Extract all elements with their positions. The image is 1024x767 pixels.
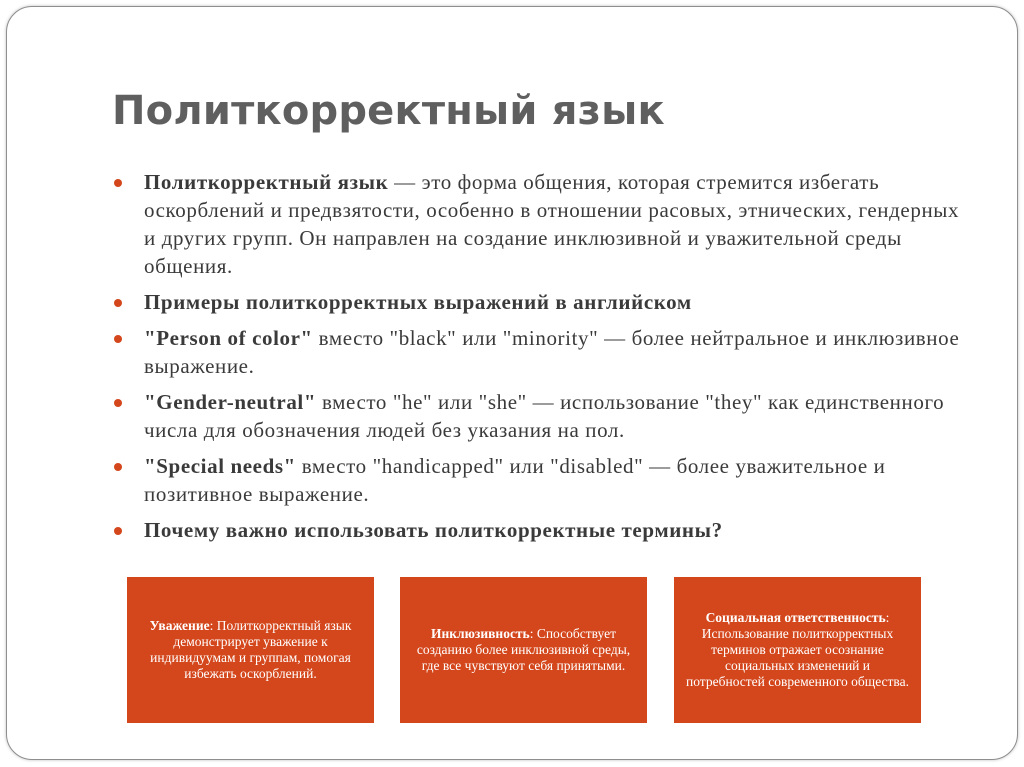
bullet-why-important (112, 516, 972, 544)
bullet-lead: "Gender-neutral" (144, 390, 317, 414)
bullet-dot-icon (114, 463, 122, 471)
bullet-text: — это форма общения, которая стремится избегать оскорблений и предвзятости, особенно в отношении расовых, этнических, гендерных и других групп. Он направлен на создание инклюзивной и уважительной среды общения. (144, 170, 960, 278)
bullet-lead: "Person of color" (144, 326, 313, 350)
box-content (137, 618, 364, 682)
box-social-responsibility (674, 577, 921, 723)
slide-title: Политкорректный язык (112, 88, 665, 134)
box-text: : Использование политкорректных терминов отражает осознание социальных изменений и потребностей современного общества. (686, 610, 909, 689)
bullet-person-of-color (112, 324, 972, 380)
bullet-text: вместо "black" или "minority" — более нейтральное и инклюзивное выражение. (144, 326, 960, 378)
bullet-dot-icon (114, 179, 122, 187)
box-content (410, 626, 637, 674)
bullet-text: вместо "handicapped" или "disabled" — более уважительное и позитивное выражение. (144, 454, 886, 506)
bullet-dot-icon (114, 399, 122, 407)
box-respect (127, 577, 374, 723)
bullet-lead: Почему важно использовать политкорректные термины? (144, 518, 723, 542)
bullet-examples-heading (112, 288, 972, 316)
bullet-dot-icon (114, 299, 122, 307)
box-text: : Политкорректный язык демонстрирует уважение к индивидуумам и группам, помогая избежать оскорблений. (150, 618, 352, 681)
bullet-dot-icon (114, 335, 122, 343)
bullet-definition (112, 168, 972, 280)
box-inclusiveness (400, 577, 647, 723)
bullet-lead: Политкорректный язык (144, 170, 389, 194)
bullet-dot-icon (114, 527, 122, 535)
box-term: Социальная ответственность (705, 610, 886, 625)
bullet-special-needs (112, 452, 972, 508)
box-term: Уважение (149, 618, 210, 633)
bullet-text: вместо "he" или "she" — использование "they" как единственного числа для обозначения людей без указания на пол. (144, 390, 945, 442)
box-content (684, 610, 911, 690)
box-term: Инклюзивность (430, 626, 530, 641)
bullet-list (112, 168, 972, 552)
bullet-lead: "Special needs" (144, 454, 296, 478)
box-text: : Способствует созданию более инклюзивной среды, где все чувствуют себя принятыми. (416, 626, 631, 673)
bullet-gender-neutral (112, 388, 972, 444)
bullet-lead: Примеры политкорректных выражений в английском (144, 290, 692, 314)
